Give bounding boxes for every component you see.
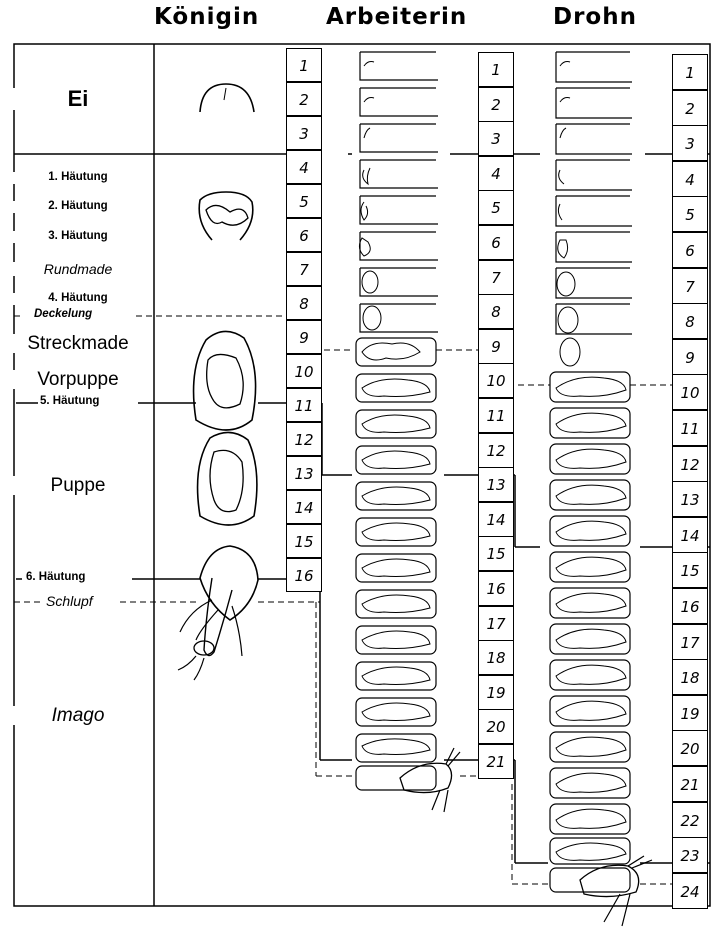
queen-prepupa-cell xyxy=(194,331,256,430)
drone-day-13: 13 xyxy=(672,481,708,517)
worker-day-1: 1 xyxy=(478,52,514,87)
drone-larvae xyxy=(556,377,652,926)
stage-molt-4: 4. Häutung xyxy=(8,293,148,305)
header-drone: Drohn xyxy=(553,4,637,30)
queen-imago-body xyxy=(204,578,232,656)
worker-larvae xyxy=(362,343,460,812)
worker-day-14: 14 xyxy=(478,502,514,537)
worker-day-21: 21 xyxy=(478,744,514,779)
drone-day-11: 11 xyxy=(672,410,708,446)
drone-day-17: 17 xyxy=(672,624,708,660)
worker-cell-3 xyxy=(360,124,438,152)
drone-day-24: 24 xyxy=(672,873,708,909)
worker-cell-8 xyxy=(360,304,438,332)
queen-day-16: 16 xyxy=(286,558,322,592)
worker-day-4: 4 xyxy=(478,156,514,191)
worker-day-6: 6 xyxy=(478,225,514,260)
worker-day-19: 19 xyxy=(478,675,514,710)
queen-day-2: 2 xyxy=(286,82,322,116)
queen-day-15: 15 xyxy=(286,524,322,558)
worker-cell-7 xyxy=(360,268,438,296)
queen-day-13: 13 xyxy=(286,456,322,490)
drone-day-14: 14 xyxy=(672,517,708,553)
worker-cell-2 xyxy=(360,88,438,116)
worker-day-18: 18 xyxy=(478,640,514,675)
queen-egg-cell xyxy=(200,84,254,112)
stage-molt-6: 6. Häutung xyxy=(26,571,86,583)
drone-day-19: 19 xyxy=(672,695,708,731)
drone-day-12: 12 xyxy=(672,446,708,482)
stage-molt-1: 1. Häutung xyxy=(8,172,148,184)
stage-deckelung: Deckelung xyxy=(34,308,93,320)
worker-cell-4 xyxy=(360,160,438,188)
worker-day-10: 10 xyxy=(478,363,514,398)
drone-day-16: 16 xyxy=(672,588,708,624)
queen-drawings xyxy=(178,84,258,680)
drone-day-21: 21 xyxy=(672,766,708,802)
queen-day-9: 9 xyxy=(286,320,322,354)
queen-day-10: 10 xyxy=(286,354,322,388)
drone-cells xyxy=(556,52,632,366)
queen-day-1: 1 xyxy=(286,48,322,82)
drone-day-6: 6 xyxy=(672,232,708,268)
queen-day-5: 5 xyxy=(286,184,322,218)
drone-day-23: 23 xyxy=(672,837,708,873)
stage-vorpuppe: Vorpuppe xyxy=(8,370,148,389)
drone-capped-cells xyxy=(550,372,630,892)
queen-imago-cell xyxy=(200,546,258,620)
worker-day-15: 15 xyxy=(478,536,514,571)
stage-streckmade: Streckmade xyxy=(8,334,148,353)
worker-cell-1 xyxy=(360,52,438,80)
drone-day-20: 20 xyxy=(672,730,708,766)
queen-day-12: 12 xyxy=(286,422,322,456)
queen-day-14: 14 xyxy=(286,490,322,524)
stage-imago: Imago xyxy=(8,706,148,725)
header-queen: Königin xyxy=(154,4,260,30)
drone-day-1: 1 xyxy=(672,54,708,90)
stage-puppe: Puppe xyxy=(8,476,148,495)
drone-day-3: 3 xyxy=(672,125,708,161)
queen-day-3: 3 xyxy=(286,116,322,150)
worker-cells xyxy=(359,52,438,332)
drone-day-18: 18 xyxy=(672,659,708,695)
worker-day-5: 5 xyxy=(478,190,514,225)
queen-day-4: 4 xyxy=(286,150,322,184)
drone-day-22: 22 xyxy=(672,802,708,838)
queen-day-7: 7 xyxy=(286,252,322,286)
worker-day-20: 20 xyxy=(478,709,514,744)
drone-day-5: 5 xyxy=(672,196,708,232)
drone-day-2: 2 xyxy=(672,90,708,126)
worker-day-16: 16 xyxy=(478,571,514,606)
queen-day-6: 6 xyxy=(286,218,322,252)
worker-day-2: 2 xyxy=(478,87,514,122)
worker-day-7: 7 xyxy=(478,260,514,295)
stage-schlupf: Schlupf xyxy=(46,593,93,609)
worker-day-11: 11 xyxy=(478,398,514,433)
drone-day-9: 9 xyxy=(672,339,708,375)
worker-day-9: 9 xyxy=(478,329,514,364)
drone-day-15: 15 xyxy=(672,552,708,588)
queen-day-11: 11 xyxy=(286,388,322,422)
stage-rundmade: Rundmade xyxy=(8,262,148,276)
worker-day-3: 3 xyxy=(478,121,514,156)
worker-day-17: 17 xyxy=(478,606,514,641)
drone-day-4: 4 xyxy=(672,161,708,197)
drone-day-10: 10 xyxy=(672,374,708,410)
worker-emerging-bee xyxy=(400,763,452,792)
worker-cell-6 xyxy=(360,232,438,260)
drone-day-8: 8 xyxy=(672,303,708,339)
worker-day-8: 8 xyxy=(478,294,514,329)
worker-cell-5 xyxy=(360,196,438,224)
header-worker: Arbeiterin xyxy=(326,4,468,30)
worker-day-12: 12 xyxy=(478,433,514,468)
drone-day-7: 7 xyxy=(672,268,708,304)
queen-day-8: 8 xyxy=(286,286,322,320)
stage-ei: Ei xyxy=(8,88,148,110)
stage-molt-2: 2. Häutung xyxy=(8,201,148,213)
stage-molt-5: 5. Häutung xyxy=(40,395,100,407)
stage-molt-3: 3. Häutung xyxy=(8,231,148,243)
worker-day-13: 13 xyxy=(478,467,514,502)
queen-larva-cell xyxy=(199,192,253,240)
